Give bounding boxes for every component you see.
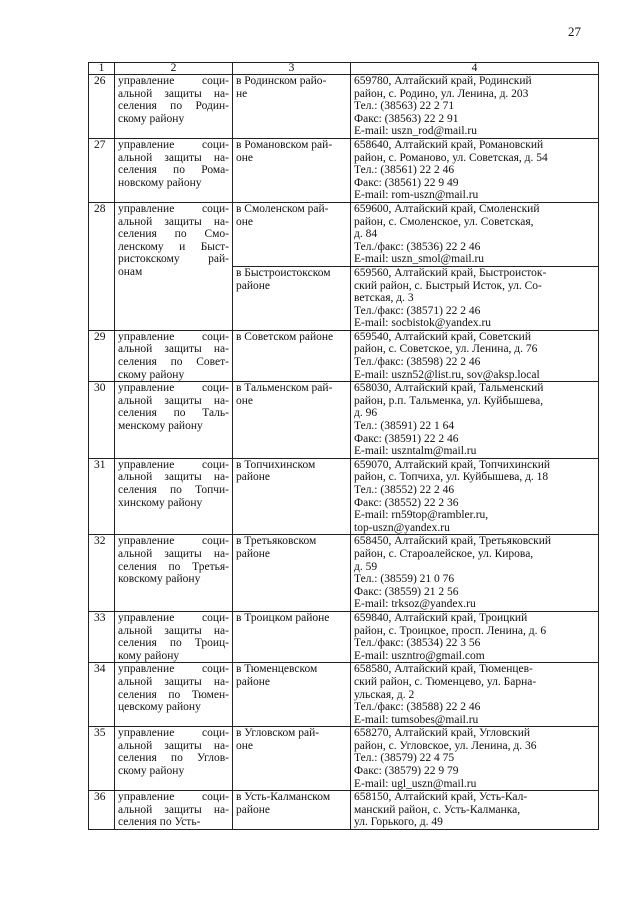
text-line: альной защиты на- [118,803,229,816]
contact-address [351,663,599,727]
table-row [89,791,599,830]
address-line: Факс: (38559) 21 2 56 [354,585,459,598]
table-row [89,535,599,612]
address-line: Тел.: (38579) 22 4 75 [354,752,455,765]
header-col-4: 4 [351,63,599,75]
table-row [89,382,599,459]
table-body [89,75,599,830]
text-line: селения по Рома- [118,164,229,177]
text-line: управление соци- [118,138,229,151]
text-line: альной защиты на- [118,151,229,164]
district-name [233,727,351,791]
text-line: районе [236,279,271,292]
district-name [233,791,351,830]
email-line: E-mail: uszntalm@mail.ru [354,445,477,458]
text-line: альной защиты на- [118,343,229,356]
address-line: район, с. Староалейское, ул. Кирова, [354,547,534,560]
address-line: Тел./факс: (38598) 22 2 46 [354,356,481,369]
email-line: E-mail: trksoz@yandex.ru [354,598,476,611]
address-line: Факс: (38563) 22 2 91 [354,112,459,125]
organization-name [115,330,233,381]
address-line: Тел./факс: (38536) 22 2 46 [354,240,481,253]
text-line: районе [236,547,271,560]
text-line: альной защиты на- [118,624,229,637]
text-line: альной защиты на- [118,675,229,688]
address-line: район, с. Угловское, ул. Ленина, д. 36 [354,739,537,752]
address-line: район, с. Родино, ул. Ленина, д. 203 [354,87,529,100]
text-line: альной защиты на- [118,471,229,484]
text-line: цевскому району [118,701,201,714]
address-line: 659780, Алтайский край, Родинский [354,75,532,87]
row-number: 26 [89,75,115,139]
address-line: Тел./факс: (38534) 22 3 56 [354,637,481,650]
table-row [89,663,599,727]
header-col-3: 3 [233,63,351,75]
address-line: 658450, Алтайский край, Третьяковский [354,535,552,548]
text-line: оне [236,739,254,752]
text-line: управление соци- [118,611,229,624]
text-line: оне [236,151,254,164]
address-line: ский район, с. Быстрый Исток, ул. Со- [354,279,542,292]
row-number: 34 [89,663,115,727]
email-line: top-uszn@yandex.ru [354,521,450,534]
address-line: 658030, Алтайский край, Тальменский [354,382,544,395]
text-line: селения по Усть- [118,816,201,829]
email-line: E-mail: socbistok@yandex.ru [354,317,492,330]
address-line: Тел.: (38552) 22 2 46 [354,484,455,496]
address-line: Тел.: (38563) 22 2 71 [354,100,455,113]
contact-address [351,202,599,266]
organization-name [115,202,233,330]
address-line: д. 59 [354,560,378,573]
email-line: E-mail: uszn_rod@mail.ru [354,125,478,138]
text-line: селения по Тюмен- [118,688,229,701]
text-line: управление соци- [118,791,229,804]
district-name [233,663,351,727]
text-line: управление соци- [118,382,229,395]
organization-name [115,791,233,830]
address-line: ветская, д. 3 [354,292,414,305]
text-line: селения по Троиц- [118,637,229,650]
text-line: онам [118,265,143,278]
text-line: районе [236,471,271,484]
organization-name [115,727,233,791]
address-line: ул. Горького, д. 49 [354,816,443,829]
district-name [233,382,351,459]
text-line: селения по Третья- [118,560,229,573]
text-line: селения по Углов- [118,752,229,765]
text-line: менскому району [118,420,203,433]
contact-address [351,535,599,612]
email-line: E-mail: tumsobes@mail.ru [354,713,479,726]
district-name [233,75,351,139]
address-line: 658150, Алтайский край, Усть-Кал- [354,791,528,804]
text-line: в Смоленском рай- [236,202,329,215]
address-line: д. 84 [354,228,378,241]
text-line: в Топчихинском [236,458,316,471]
address-line: район, с. Советское, ул. Ленина, д. 76 [354,343,538,356]
text-line: в Родинском райо- [236,75,327,87]
email-line: E-mail: uszntro@gmail.com [354,649,485,662]
address-line: манский район, с. Усть-Калманка, [354,803,521,816]
text-line: в Быстроистокском [236,266,331,279]
district-name [233,458,351,535]
district-name [233,330,351,381]
text-line: управление соци- [118,458,229,471]
address-line: Факс: (38552) 22 2 36 [354,496,459,509]
contact-address [351,266,599,330]
text-line: селения по Родин- [118,100,229,113]
organization-name [115,75,233,139]
text-line: альной защиты на- [118,87,229,100]
text-line: селения по Топчи- [118,484,229,496]
table-row [89,611,599,662]
address-line: 659560, Алтайский край, Быстроисток- [354,266,547,279]
address-line: д. 96 [354,407,378,420]
row-number: 33 [89,611,115,662]
text-line: в Тюменцевском [236,663,318,676]
email-line: E-mail: uszn52@list.ru, sov@aksp.local [354,368,540,381]
address-line: 659540, Алтайский край, Советский [354,330,531,343]
contact-address [351,75,599,139]
text-line: скому району [118,112,185,125]
row-number: 30 [89,382,115,459]
row-number: 36 [89,791,115,830]
contact-address [351,382,599,459]
address-line: район, с. Троицкое, просп. Ленина, д. 6 [354,624,547,637]
address-line: район, с. Романово, ул. Советская, д. 54 [354,151,548,164]
row-number: 35 [89,727,115,791]
organization-name [115,535,233,612]
row-number: 29 [89,330,115,381]
text-line: ристокскому рай- [118,253,229,266]
organization-name [115,458,233,535]
text-line: ковскому району [118,573,201,586]
table-row [89,202,599,266]
text-line: в Угловском рай- [236,727,320,740]
text-line: в Тальменском рай- [236,382,333,395]
table-row [89,458,599,535]
address-line: 658580, Алтайский край, Тюменцев- [354,663,533,676]
district-name [233,266,351,330]
header-col-2: 2 [115,63,233,75]
text-line: селения по Совет- [118,356,229,369]
address-line: Факс: (38591) 22 2 46 [354,432,459,445]
address-line: Тел.: (38561) 22 2 46 [354,164,455,177]
social-protection-offices-table [88,62,599,830]
row-number: 31 [89,458,115,535]
text-line: управление соци- [118,330,229,343]
email-line: E-mail: rom-uszn@mail.ru [354,189,479,202]
organization-name [115,138,233,202]
table-row [89,330,599,381]
text-line: районе [236,803,271,816]
address-line: 659070, Алтайский край, Топчихинский [354,458,550,471]
contact-address [351,727,599,791]
text-line: альной защиты на- [118,739,229,752]
district-name [233,611,351,662]
text-line: управление соци- [118,75,229,87]
row-number: 32 [89,535,115,612]
district-name [233,535,351,612]
text-line: скому району [118,765,185,778]
organization-name [115,611,233,662]
text-line: районе [236,675,271,688]
contact-address [351,611,599,662]
page-number: 27 [568,24,581,39]
address-line: Факс: (38561) 22 9 49 [354,176,459,189]
address-line: Тел.: (38559) 21 0 76 [354,573,455,586]
text-line: в Советском районе [236,330,334,343]
address-line: район, р.п. Тальменка, ул. Куйбышева, [354,394,544,407]
text-line: альной защиты на- [118,547,229,560]
text-line: оне [236,215,254,228]
text-line: управление соци- [118,663,229,676]
text-line: управление соци- [118,535,229,548]
contact-address [351,138,599,202]
address-line: 659840, Алтайский край, Троицкий [354,611,528,624]
address-line: Тел./факс: (38588) 22 2 46 [354,701,481,714]
organization-name [115,663,233,727]
address-line: ульская, д. 2 [354,688,415,701]
text-line: не [236,87,248,100]
address-line: ский район, с. Тюменцево, ул. Барна- [354,675,537,688]
text-line: селения по Смо- [118,228,229,241]
row-number: 27 [89,138,115,202]
address-line: 659600, Алтайский край, Смоленский [354,202,540,215]
text-line: скому району [118,368,185,381]
contact-address [351,458,599,535]
table-row [89,75,599,139]
address-line: 658640, Алтайский край, Романовский [354,138,544,151]
text-line: в Троицком районе [236,611,330,624]
email-line: E-mail: ugl_uszn@mail.ru [354,777,477,790]
table-header-row [89,63,599,75]
text-line: новскому району [118,176,202,189]
text-line: в Романовском рай- [236,138,333,151]
address-line: район, с. Смоленское, ул. Советская, [354,215,534,228]
text-line: в Усть-Калманском [236,791,331,804]
address-line: район, с. Топчиха, ул. Куйбышева, д. 18 [354,471,549,484]
text-line: в Третьяковском [236,535,317,548]
text-line: селения по Таль- [118,407,229,420]
contact-address [351,330,599,381]
address-line: Факс: (38579) 22 9 79 [354,765,459,778]
district-name [233,202,351,266]
email-line: E-mail: uszn_smol@mail.ru [354,253,485,266]
organization-name [115,382,233,459]
text-line: ленскому и Быст- [118,240,229,253]
row-number: 28 [89,202,115,330]
text-line: альной защиты на- [118,394,229,407]
address-line: Тел./факс: (38571) 22 2 46 [354,304,481,317]
header-col-1: 1 [89,63,115,75]
contact-address [351,791,599,830]
table-row [89,727,599,791]
table-row [89,138,599,202]
address-line: 658270, Алтайский край, Угловский [354,727,531,740]
text-line: альной защиты на- [118,215,229,228]
text-line: управление соци- [118,202,229,215]
text-line: оне [236,394,254,407]
text-line: кому району [118,649,180,662]
district-name [233,138,351,202]
address-line: Тел.: (38591) 22 1 64 [354,420,455,433]
text-line: управление соци- [118,727,229,740]
email-line: E-mail: rn59top@rambler.ru, [354,509,489,522]
text-line: хинскому району [118,496,203,509]
